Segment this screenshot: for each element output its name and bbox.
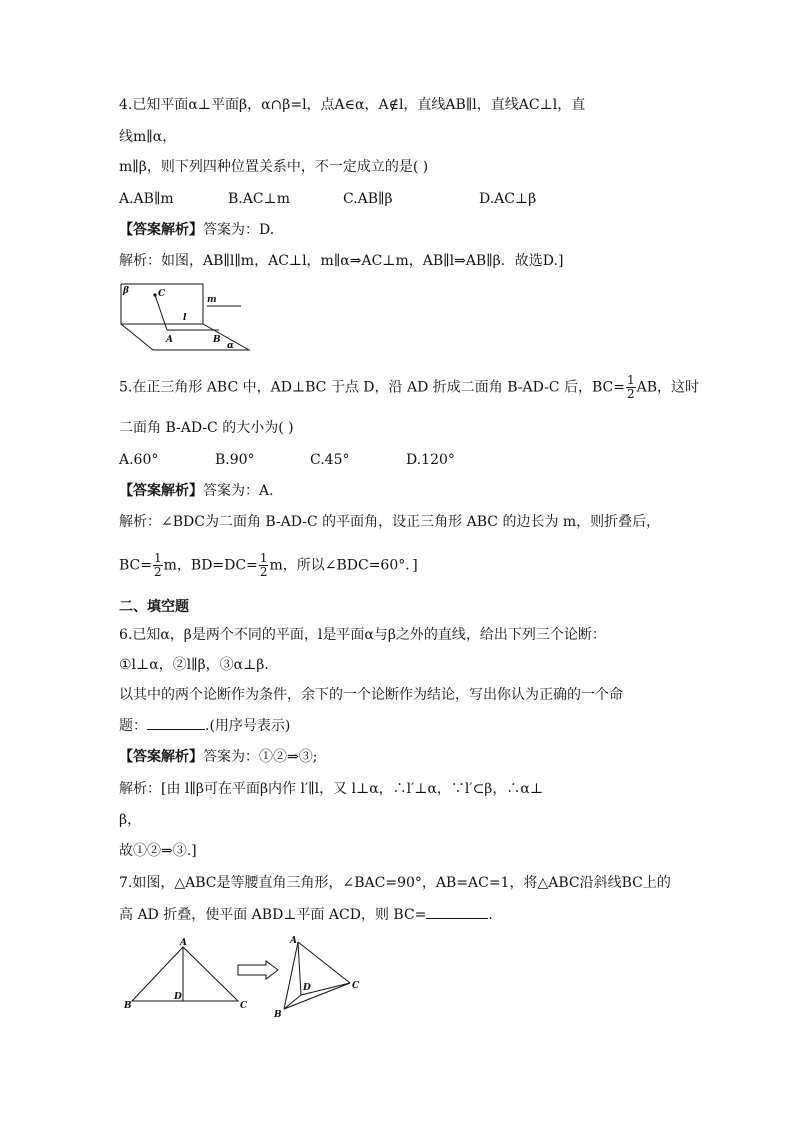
q7-stem-line1: 7.如图，△ABC是等腰直角三角形，∠BAC=90°，AB=AC=1，将△ABC沿斜线BC上的 bbox=[119, 875, 671, 891]
q5-explanation-line2: BC= $\frac{1}{2}$ m，BD=DC= $\frac{1}{2}$ m，所以∠BDC=60°．] bbox=[119, 551, 418, 579]
section-heading: 二、填空题 bbox=[119, 599, 189, 615]
fraction-one-half: $\frac{1}{2}$ bbox=[626, 373, 635, 401]
answer-heading: 【答案解析】 bbox=[119, 749, 203, 765]
q5-option-d: D.120° bbox=[406, 452, 455, 468]
q6-stem-line4: 题： .(用序号表示) bbox=[119, 715, 290, 736]
triangle-abc bbox=[132, 947, 238, 1001]
fig-label-b-folded: B bbox=[274, 1010, 282, 1020]
fig-label-c: C bbox=[240, 1001, 248, 1011]
q4-answer-text: 答案为：D. bbox=[203, 222, 275, 238]
fraction-one-half: $\frac{1}{2}$ bbox=[154, 551, 162, 579]
fig-label-b: B bbox=[213, 335, 221, 345]
q4-stem-line1: 4.已知平面α⊥平面β，α∩β=l，点A∈α，A∉l，直线AB∥l，直线AC⊥l，直 bbox=[119, 97, 586, 113]
q5-option-c: C.45° bbox=[310, 452, 350, 468]
fig-label-b: B bbox=[124, 1001, 132, 1011]
q4-answer bbox=[119, 220, 274, 240]
fig-label-alpha: α bbox=[227, 341, 234, 351]
q5-option-b: B.90° bbox=[215, 452, 255, 468]
answer-blank[interactable] bbox=[426, 904, 488, 919]
fig-label-a: A bbox=[180, 938, 187, 948]
q4-stem-line2: 线m∥α， bbox=[119, 129, 177, 145]
fig-label-c-folded: C bbox=[352, 981, 360, 991]
q5-answer bbox=[119, 481, 274, 501]
segment-ac bbox=[155, 295, 167, 330]
q5-stem-part1: 5.在正三角形 ABC 中，AD⊥BC 于点 D，沿 AD 折成二面角 B-AD-C 后，BC= bbox=[119, 379, 625, 396]
q5-stem-line2: 二面角 B-AD-C 的大小为( ) bbox=[119, 420, 294, 436]
folded-bc bbox=[284, 983, 350, 1009]
fig-label-beta: β bbox=[123, 286, 129, 296]
q4-stem-line3: m∥β，则下列四种位置关系中，不一定成立的是( ) bbox=[119, 159, 429, 175]
q4-option-d: D.AC⊥β bbox=[479, 191, 537, 207]
answer-blank[interactable] bbox=[147, 715, 205, 730]
q5-answer-text: 答案为：A. bbox=[203, 483, 274, 499]
q5-explanation-line1: 解析：∠BDC为二面角 B-AD-C 的平面角，设正三角形 ABC 的边长为 m，则折叠后， bbox=[119, 514, 661, 530]
answer-heading: 【答案解析】 bbox=[119, 483, 203, 499]
q6-stem-line1: 6.已知α，β是两个不同的平面，l是平面α与β之外的直线，给出下列三个论断： bbox=[119, 627, 606, 643]
fig-label-m: m bbox=[207, 295, 217, 305]
q6-stem-line2: ①l⊥α，②l∥β，③α⊥β. bbox=[119, 657, 269, 673]
fig-label-c: C bbox=[158, 289, 166, 299]
fig-label-a-folded: A bbox=[290, 936, 297, 946]
q4-figure bbox=[115, 282, 255, 356]
answer-heading: 【答案解析】 bbox=[119, 222, 203, 238]
q4-explanation: 解析：如图，AB∥l∥m，AC⊥l，m∥α⇒AC⊥m，AB∥l⇒AB∥β．故选D.] bbox=[119, 253, 564, 269]
fraction-one-half: $\frac{1}{2}$ bbox=[259, 551, 268, 579]
fig-label-d: D bbox=[174, 992, 182, 1002]
q6-answer-text: 答案为：①②⇒③; bbox=[203, 749, 318, 765]
q6-answer bbox=[119, 747, 317, 767]
q4-option-a: A.AB∥m bbox=[119, 191, 174, 207]
q6-stem-line3: 以其中的两个论断作为条件，余下的一个论断作为结论，写出你认为正确的一个命 bbox=[119, 687, 623, 703]
q5-stem-part2: AB，这时 bbox=[636, 379, 700, 396]
q7-figure bbox=[118, 935, 378, 1020]
q5-option-a: A.60° bbox=[119, 452, 159, 468]
fig-label-l: l bbox=[183, 313, 187, 323]
fig-label-d-folded: D bbox=[303, 983, 311, 993]
q6-explanation-line3: 故①②⇒③.] bbox=[119, 843, 197, 859]
fig-label-a: A bbox=[166, 335, 173, 345]
q5-stem-line1 bbox=[119, 374, 699, 401]
q7-stem-line2: 高 AD 折叠，使平面 ABD⊥平面 ACD，则 BC= . bbox=[119, 904, 493, 925]
folded-ad bbox=[298, 942, 301, 995]
q4-option-b: B.AC⊥m bbox=[228, 191, 291, 207]
q6-explanation-line2: β， bbox=[119, 812, 142, 828]
q6-explanation-line1: 解析：[由 l∥β可在平面β内作 l′∥l，又 l⊥α，∴l′⊥α，∵l′⊂β，∴α⊥ bbox=[119, 781, 544, 797]
arrow-icon bbox=[238, 961, 278, 979]
q4-option-c: C.AB∥β bbox=[343, 191, 393, 207]
